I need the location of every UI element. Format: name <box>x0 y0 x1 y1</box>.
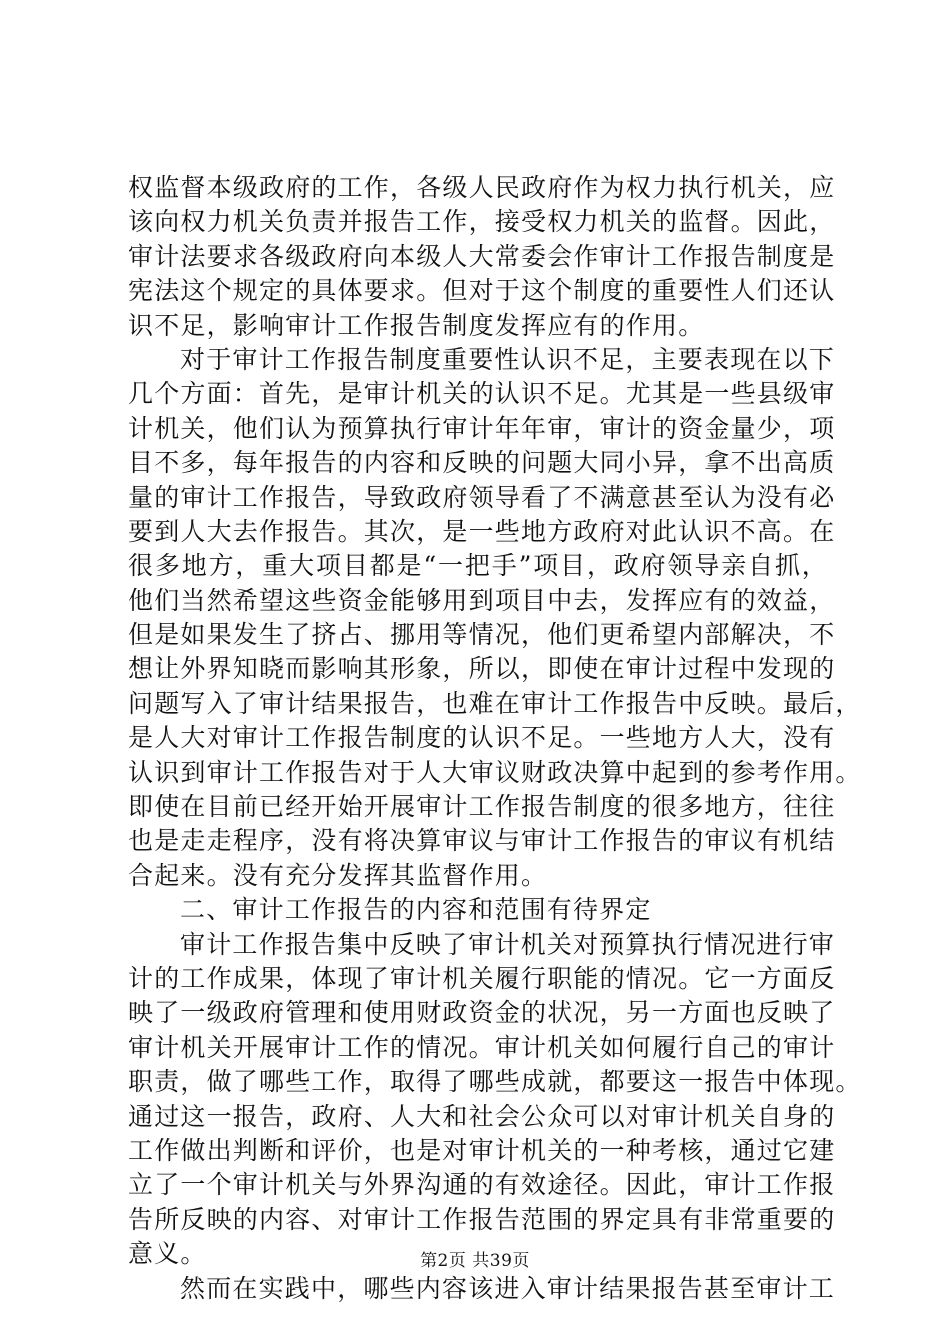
text-line: 该向权力机关负责并报告工作，接受权力机关的监督。因此， <box>128 207 836 237</box>
text-line: 意义。 <box>128 1239 207 1269</box>
text-line: 也是走走程序，没有将决算审议与审计工作报告的审议有机结 <box>128 826 836 856</box>
text-line: 量的审计工作报告，导致政府领导看了不满意甚至认为没有必 <box>128 482 836 512</box>
text-line: 目不多，每年报告的内容和反映的问题大同小异，拿不出高质 <box>128 448 836 478</box>
text-line: 对于审计工作报告制度重要性认识不足，主要表现在以下 <box>180 344 836 374</box>
text-line: 即使在目前已经开始开展审计工作报告制度的很多地方，往往 <box>128 792 836 822</box>
text-line: 告所反映的内容、对审计工作报告范围的界定具有非常重要的 <box>128 1204 836 1234</box>
text-line: 通过这一报告，政府、人大和社会公众可以对审计机关自身的 <box>128 1101 836 1131</box>
text-line: 要到人大去作报告。其次，是一些地方政府对此认识不高。在 <box>128 516 836 546</box>
text-line: 审计法要求各级政府向本级人大常委会作审计工作报告制度是 <box>128 241 836 271</box>
text-line: 合起来。没有充分发挥其监督作用。 <box>128 860 548 890</box>
text-line: 职责，做了哪些工作，取得了哪些成就，都要这一报告中体现。 <box>128 1067 862 1097</box>
text-line: 是人大对审计工作报告制度的认识不足。一些地方人大，没有 <box>128 723 836 753</box>
text-line: 计机关，他们认为预算执行审计年年审，审计的资金量少，项 <box>128 413 836 443</box>
text-line: 立了一个审计机关与外界沟通的有效途径。因此，审计工作报 <box>128 1170 836 1200</box>
page-footer: 第2页 共39页 <box>420 1251 530 1271</box>
text-line: 问题写入了审计结果报告，也难在审计工作报告中反映。最后， <box>128 688 862 718</box>
text-line: 很多地方，重大项目都是“一把手”项目，政府领导亲自抓， <box>128 551 828 581</box>
text-line: 权监督本级政府的工作，各级人民政府作为权力执行机关，应 <box>128 173 836 202</box>
text-line: 二、审计工作报告的内容和范围有待界定 <box>180 895 652 925</box>
text-line: 识不足，影响审计工作报告制度发挥应有的作用。 <box>128 310 705 340</box>
text-line: 然而在实践中，哪些内容该进入审计结果报告甚至审计工 <box>180 1273 836 1303</box>
text-line: 但是如果发生了挤占、挪用等情况，他们更希望内部解决，不 <box>128 620 836 650</box>
text-line: 想让外界知晓而影响其形象，所以，即使在审计过程中发现的 <box>128 654 836 684</box>
text-line: 审计工作报告集中反映了审计机关对预算执行情况进行审 <box>180 929 836 959</box>
text-line: 几个方面：首先，是审计机关的认识不足。尤其是一些县级审 <box>128 379 836 409</box>
text-line: 他们当然希望这些资金能够用到项目中去，发挥应有的效益， <box>128 585 836 615</box>
text-line: 审计机关开展审计工作的情况。审计机关如何履行自己的审计 <box>128 1032 836 1062</box>
text-line: 计的工作成果，体现了审计机关履行职能的情况。它一方面反 <box>128 963 836 993</box>
text-line: 宪法这个规定的具体要求。但对于这个制度的重要性人们还认 <box>128 276 836 306</box>
text-line: 工作做出判断和评价，也是对审计机关的一种考核，通过它建 <box>128 1135 836 1165</box>
text-line: 映了一级政府管理和使用财政资金的状况，另一方面也反映了 <box>128 998 836 1028</box>
text-line: 认识到审计工作报告对于人大审议财政决算中起到的参考作用。 <box>128 757 862 787</box>
document-body <box>128 171 862 1306</box>
